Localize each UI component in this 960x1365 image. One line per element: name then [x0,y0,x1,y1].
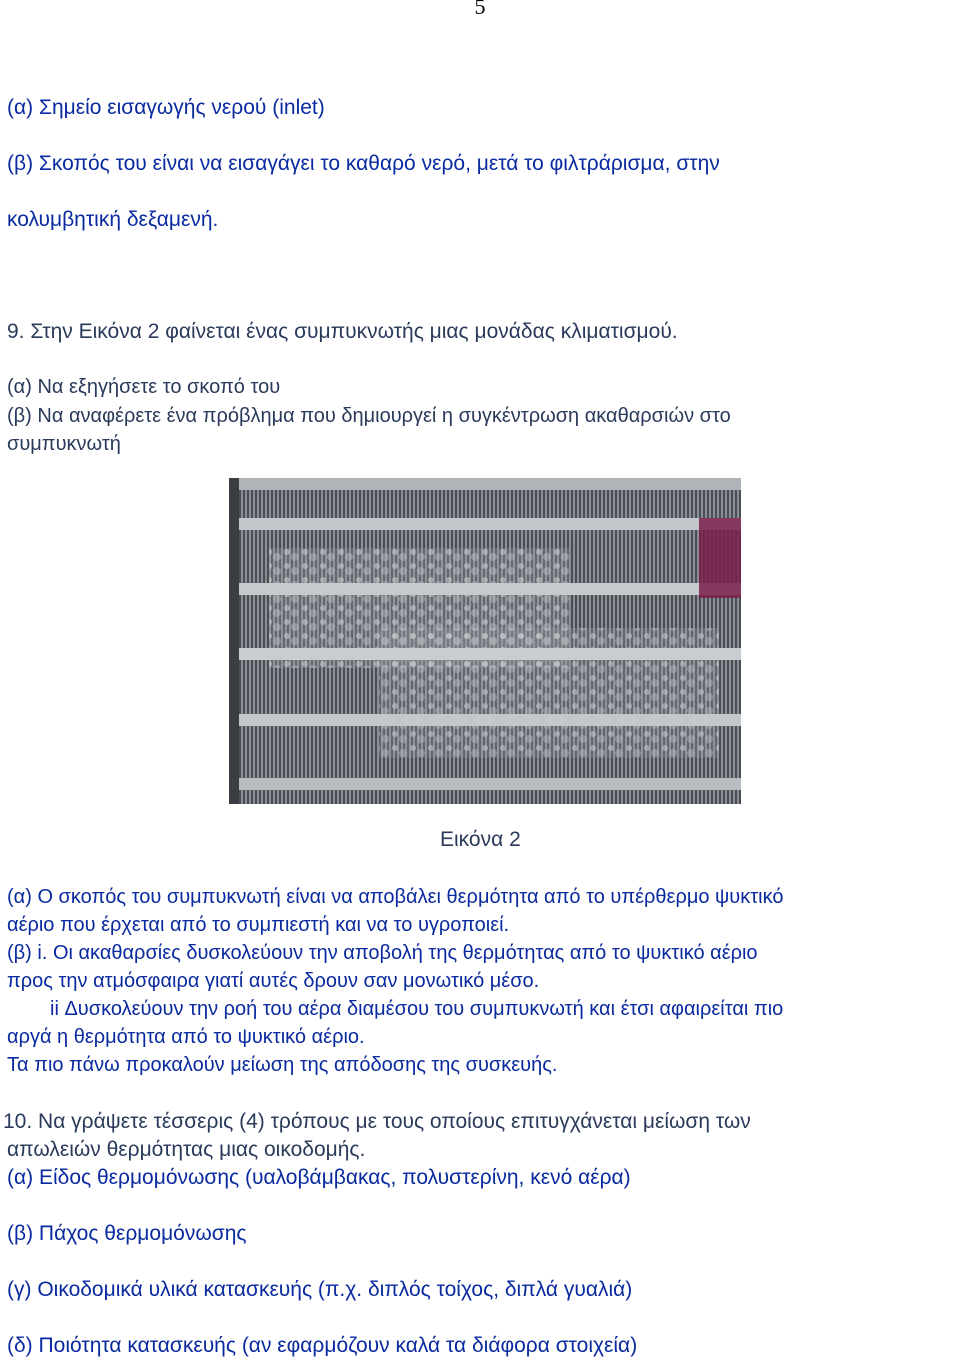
answer-9-b-i-line2: προς την ατμόσφαιρα γιατί αυτές δρουν σαν μονωτικό μέσο. [7,970,540,992]
answer-9-summary: Τα πιο πάνω προκαλούν μείωση της απόδοσης της συσκευής. [7,1054,558,1076]
figure-caption: Εικόνα 2 [440,828,521,851]
prev-answer-b-line1: (β) Σκοπός του είναι να εισαγάγει το καθαρό νερό, μετά το φιλτράρισμα, στην [7,152,720,175]
condenser-photo [229,478,741,804]
answer-9-b-i-line1: (β) i. Οι ακαθαρσίες δυσκολεύουν την αποβολή της θερμότητας από το ψυκτικό αέριο [7,942,758,964]
question-9-title: 9. Στην Εικόνα 2 φαίνεται ένας συμπυκνωτής μιας μονάδας κλιματισμού. [7,320,678,343]
prev-answer-a: (α) Σημείο εισαγωγής νερού (inlet) [7,96,325,119]
prev-answer-b-line2: κολυμβητική δεξαμενή. [7,208,219,231]
answer-9-a-line1: (α) Ο σκοπός του συμπυκνωτή είναι να αποβάλει θερμότητα από το υπέρθερμο ψυκτικό [7,886,784,908]
answer-9-b-ii-line1: ii Δυσκολεύουν την ροή του αέρα διαμέσου του συμπυκνωτή και έτσι αφαιρείται πιο [50,998,784,1020]
question-9-part-a: (α) Να εξηγήσετε το σκοπό του [7,376,281,398]
question-9-part-b-line2: συμπυκνωτή [7,433,121,455]
answer-10-item-a: (α) Είδος θερμομόνωσης (υαλοβάμβακας, πολυστερίνη, κενό αέρα) [7,1166,631,1189]
answer-9-b-ii-line2: αργά η θερμότητα από το ψυκτικό αέριο. [7,1026,365,1048]
page-number: 5 [474,0,486,19]
answer-10-item-c: (γ) Οικοδομικά υλικά κατασκευής (π.χ. διπλός τοίχος, διπλά γυαλιά) [7,1278,633,1301]
question-9-part-b-line1: (β) Να αναφέρετε ένα πρόβλημα που δημιουργεί η συγκέντρωση ακαθαρσιών στο [7,405,731,427]
question-10-title-line1: 10. Να γράψετε τέσσερις (4) τρόπους με τους οποίους επιτυγχάνεται μείωση των [3,1110,751,1133]
answer-9-a-line2: αέριο που έρχεται από το συμπιεστή και να το υγροποιεί. [7,914,510,936]
answer-10-item-d: (δ) Ποιότητα κατασκευής (αν εφαρμόζουν καλά τα διάφορα στοιχεία) [7,1334,638,1357]
question-10-title-line2: απωλειών θερμότητας μιας οικοδομής. [7,1138,366,1161]
dirty-condenser-image [229,478,741,804]
answer-10-item-b: (β) Πάχος θερμομόνωσης [7,1222,247,1245]
